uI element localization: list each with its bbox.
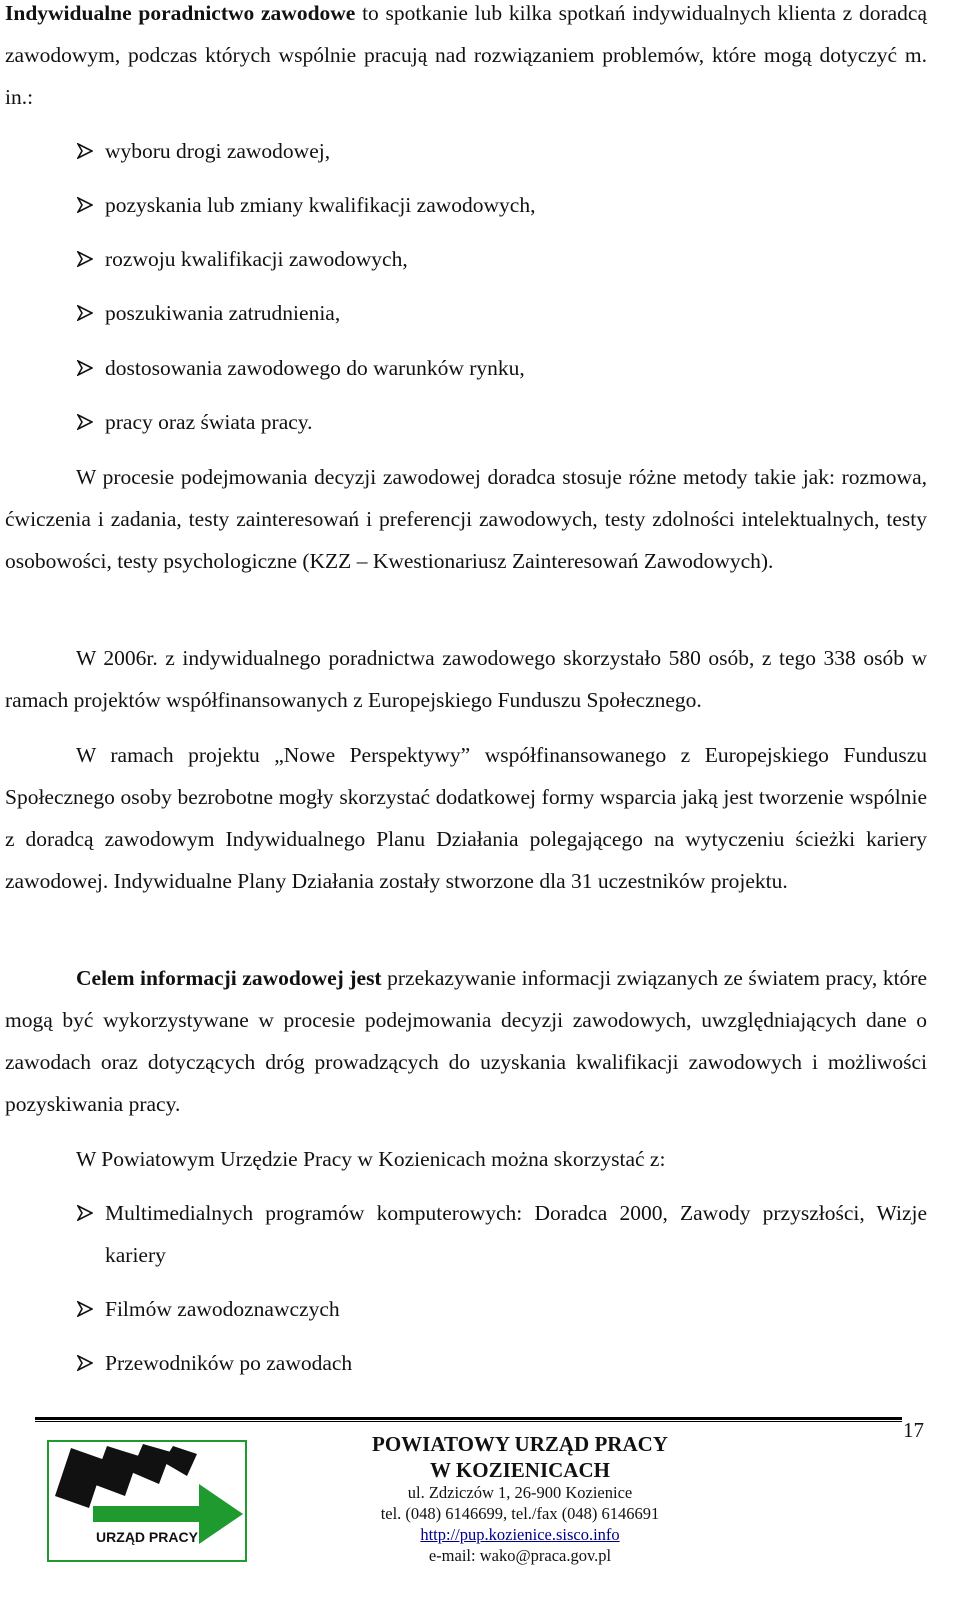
arrow-bullet-icon xyxy=(77,1205,93,1221)
arrow-bullet-icon xyxy=(77,143,93,159)
list-item xyxy=(77,1192,927,1276)
intro-bold-lead: Indywidualne poradnictwo zawodowe xyxy=(5,1,356,25)
list-item xyxy=(77,292,927,334)
list-item-text: rozwoju kwalifikacji zawodowych, xyxy=(105,247,408,271)
list-item xyxy=(77,401,927,443)
list-item-text: poszukiwania zatrudnienia, xyxy=(105,301,341,325)
project-paragraph: W ramach projektu „Nowe Perspektywy” współfinansowanego z Europejskiego Funduszu Społecznego osoby bezrobotne mogły skorzystać dodatkowej formy wsparcia jaką jest tworzenie wspólnie z doradcą zawodowym Indywidualnego Planu Działania polegającego na wytyczeniu ścieżki kariery zawodowej. Indywidualne Plany Działania zostały stworzone dla 31 uczestników projektu. xyxy=(5,743,927,893)
info-paragraph xyxy=(5,957,927,1125)
list-item xyxy=(77,1288,927,1330)
list-item-text: pracy oraz świata pracy. xyxy=(105,410,313,434)
list-item-text: pozyskania lub zmiany kwalifikacji zawodowych, xyxy=(105,193,536,217)
list-item xyxy=(77,347,927,389)
page-number: 17 xyxy=(903,1418,924,1442)
list-item xyxy=(77,184,927,226)
intro-text: to spotkanie lub kilka spotkań indywidualnych klienta z doradcą zawodowym, podczas których wspólnie pracują nad rozwiązaniem problemów, które mogą dotyczyć m. in.: xyxy=(5,1,927,109)
methods-paragraph: W procesie podejmowania decyzji zawodowej doradca stosuje różne metody takie jak: rozmowa, ćwiczenia i zadania, testy zainteresowań i preferencji zawodowych, testy zdolności intelektualnych, testy osobowości, testy psychologiczne (KZZ – Kwestionariusz Zainteresowań Zawodowych). xyxy=(5,465,927,573)
arrow-bullet-icon xyxy=(77,414,93,430)
list-item-text: Przewodników po zawodach xyxy=(105,1351,353,1375)
office-address: ul. Zdziczów 1, 26-900 Kozienice xyxy=(407,1483,633,1502)
info-text: przekazywanie informacji związanych ze światem pracy, które mogą być wykorzystywane w procesie podejmowania decyzji zawodowych, uwzględniających dane o zawodach oraz dotyczących dróg prowadzących do uzyskania kwalifikacji zawodowych i możliwości pozyskiwania pracy. xyxy=(5,966,927,1116)
list-item xyxy=(77,238,927,280)
arrow-bullet-icon xyxy=(77,1355,93,1371)
list-item-text: Filmów zawodoznawczych xyxy=(105,1297,340,1321)
list-item-text: Multimedialnych programów komputerowych: Doradca 2000, Zawody przyszłości, Wizje kariery xyxy=(105,1201,927,1267)
arrow-bullet-icon xyxy=(77,251,93,267)
office-name-line1: POWIATOWY URZĄD PRACY xyxy=(372,1432,668,1456)
website-link[interactable]: http://pup.kozienice.sisco.info xyxy=(420,1525,620,1544)
list-item-text: dostosowania zawodowego do warunków rynku, xyxy=(105,356,525,380)
logo-text: URZĄD PRACY xyxy=(96,1529,198,1545)
arrow-bullet-icon xyxy=(77,305,93,321)
info-bold-lead: Celem informacji zawodowej jest xyxy=(76,966,382,990)
footer-divider-thin xyxy=(35,1421,902,1422)
office-email: e-mail: wako@praca.gov.pl xyxy=(428,1546,612,1565)
list-item xyxy=(77,1342,927,1384)
list-item-text: wyboru drogi zawodowej, xyxy=(105,139,331,163)
arrow-bullet-icon xyxy=(77,1301,93,1317)
resources-intro: W Powiatowym Urzędzie Pracy w Kozienicach można skorzystać z: xyxy=(76,1147,666,1171)
footer-divider xyxy=(35,1417,902,1420)
stats-paragraph: W 2006r. z indywidualnego poradnictwa zawodowego skorzystało 580 osób, z tego 338 osób w ramach projektów współfinansowanych z Europejskiego Funduszu Społecznego. xyxy=(5,646,927,712)
website-row xyxy=(310,1524,730,1545)
office-name-line2: W KOZIENICACH xyxy=(430,1458,610,1482)
intro-paragraph xyxy=(5,0,927,118)
arrow-bullet-icon xyxy=(77,197,93,213)
urzad-pracy-logo xyxy=(47,1440,247,1562)
office-phone: tel. (048) 6146699, tel./fax (048) 6146691 xyxy=(380,1504,660,1523)
list-item xyxy=(77,130,927,172)
arrow-bullet-icon xyxy=(77,360,93,376)
